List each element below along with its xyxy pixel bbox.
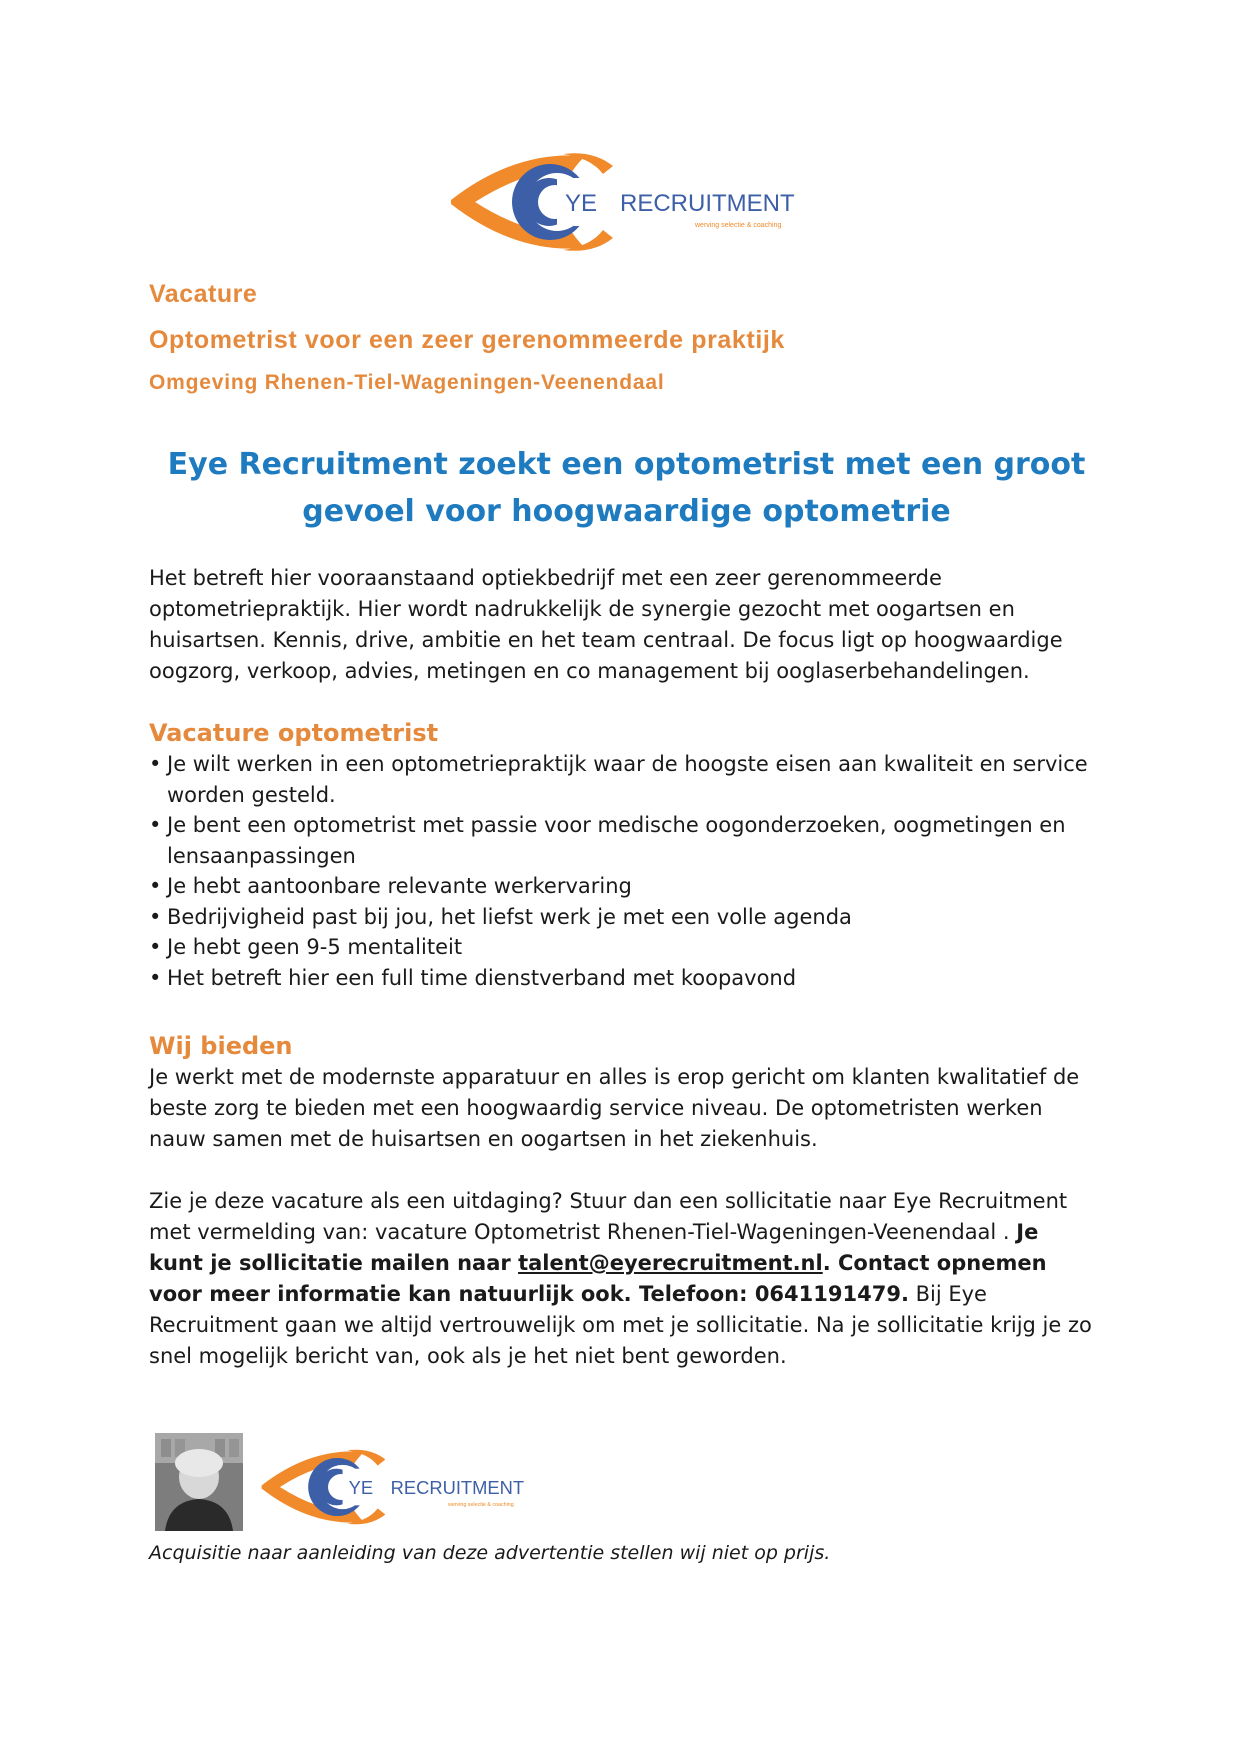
offer-paragraph: Je werkt met de modernste apparatuur en alles is erop gericht om klanten kwalitatief de beste zorg te bieden met een hoogwaardig service niveau. De optometristen werken nauw samen met de huisartsen en oogartsen in het ziekenhuis. xyxy=(149,1065,1080,1151)
contact-paragraph: Zie je deze vacature als een uitdaging? Stuur dan een sollicitatie naar Eye Recruitment met vermelding van: vacature Optometrist Rhenen-Tiel-Wageningen-Veenendaal . Je kunt je sollicitatie mailen naar talent@eyerecruitment.nl. Contact opnemen voor meer informatie kan natuurlijk ook. Telefoon: 0641191479. Bij Eye Recruitment gaan we altijd vertrouwelijk om met je sollicitatie. Na je sollicitatie krijg je zo snel mogelijk bericht van, ook als je het niet bent geworden. xyxy=(149,1189,1092,1368)
logo-letters: YE xyxy=(565,190,598,217)
vacancy-title: Optometrist voor een zeer gerenommeerde praktijk xyxy=(149,326,785,354)
requirements-list xyxy=(149,749,1099,993)
bullet-icon: • xyxy=(149,752,162,776)
list-item: • Je hebt aantoonbare relevante werkervaring xyxy=(149,871,1099,902)
eye-recruitment-logo xyxy=(445,148,805,256)
list-item: • Je bent een optometrist met passie voor medische oogonderzoeken, oogmetingen en lensaanpassingen xyxy=(149,810,1099,871)
list-item: • Je wilt werken in een optometriepraktijk waar de hoogste eisen aan kwaliteit en service worden gesteld. xyxy=(149,749,1099,810)
main-headline xyxy=(149,441,1104,535)
vacancy-label: Vacature xyxy=(149,280,258,308)
logo-word: RECRUITMENT xyxy=(390,1476,525,1498)
requirements-heading: Vacature optometrist xyxy=(149,719,439,747)
headline-line-1: Eye Recruitment zoekt een optometrist met een groot xyxy=(167,447,1086,482)
offer-section xyxy=(149,1032,1099,1155)
bullet-icon: • xyxy=(149,935,162,959)
list-item: • Het betreft hier een full time dienstverband met koopavond xyxy=(149,963,1099,994)
bullet-icon: • xyxy=(149,965,162,990)
logo-tagline: werving selectie & coaching xyxy=(695,222,782,229)
bullet-icon: • xyxy=(149,904,162,929)
list-item: • Je hebt geen 9-5 mentaliteit xyxy=(149,932,1099,963)
offer-heading: Wij bieden xyxy=(149,1032,293,1060)
eye-recruitment-logo-footer xyxy=(257,1444,532,1530)
bullet-icon: • xyxy=(149,874,162,898)
logo-tagline: werving selectie & coaching xyxy=(447,1502,514,1509)
list-item: • Bedrijvigheid past bij jou, het liefst werk je met een volle agenda xyxy=(149,902,1099,933)
bullet-icon: • xyxy=(149,813,162,837)
vacancy-location: Omgeving Rhenen-Tiel-Wageningen-Veenendaal xyxy=(149,371,665,394)
email-link[interactable]: talent@eyerecruitment.nl xyxy=(518,1251,823,1275)
logo-word: RECRUITMENT xyxy=(620,190,795,217)
headline-line-2: gevoel voor hoogwaardige optometrie xyxy=(302,494,951,529)
vacancy-header xyxy=(149,280,1109,395)
intro-paragraph: Het betreft hier vooraanstaand optiekbedrijf met een zeer gerenommeerde optometriepraktijk. Hier wordt nadrukkelijk de synergie gezocht met oogartsen en huisartsen. Kennis, drive, ambitie en het team centraal. De focus ligt op hoogwaardige oogzorg, verkoop, advies, metingen en co management bij ooglaserbehandelingen. xyxy=(149,566,1063,683)
recruiter-photo xyxy=(155,1433,243,1531)
disclaimer: Acquisitie naar aanleiding van deze advertentie stellen wij niet op prijs. xyxy=(149,1542,831,1564)
logo-letters: YE xyxy=(348,1476,374,1498)
requirements-section xyxy=(149,719,1099,993)
